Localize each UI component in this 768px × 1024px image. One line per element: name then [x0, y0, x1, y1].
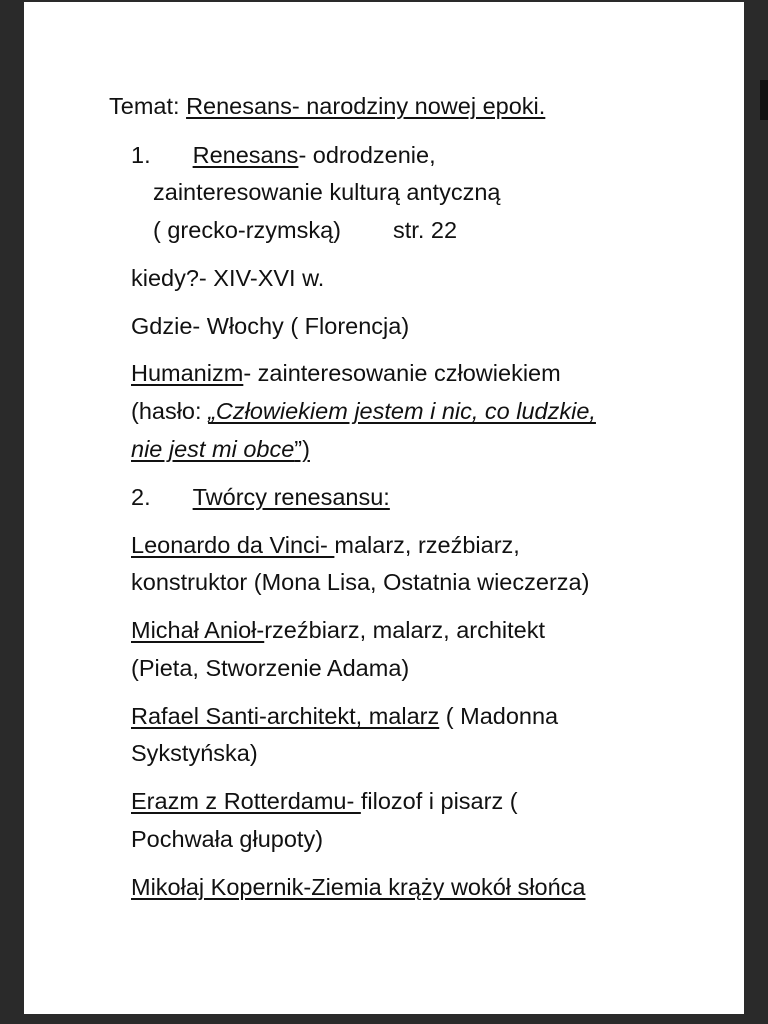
creator-leonardo-line-2: konstruktor (Mona Lisa, Ostatnia wieczerza) [131, 569, 590, 595]
item-1-line-1 [131, 140, 436, 170]
humanism-line-3 [131, 434, 310, 464]
creator-desc: ( Madonna [439, 703, 559, 729]
motto-quote-1: „Człowiekiem jestem i nic, co ludzkie, [208, 398, 596, 424]
where-line: Gdzie- Włochy ( Florencja) [131, 313, 410, 339]
item-1-term: Renesans [192, 142, 299, 168]
creator-michal-line-2: (Pieta, Stworzenie Adama) [131, 655, 410, 681]
item-1-number: 1. [131, 142, 151, 168]
creator-desc: filozof i pisarz ( [360, 788, 518, 814]
when-line: kiedy?- XIV-XVI w. [131, 265, 325, 291]
creator-erazm-line-1 [131, 786, 518, 816]
creator-kopernik-line [131, 872, 586, 902]
motto-close: ”) [294, 436, 310, 462]
item-1-rest: - odrodzenie, [298, 142, 436, 168]
creator-leonardo-line-1 [131, 530, 520, 560]
item-2-heading: Twórcy renesansu: [192, 484, 390, 510]
page-reference: str. 22 [393, 217, 458, 243]
item-2-number: 2. [131, 484, 151, 510]
lesson-title [109, 91, 545, 121]
creator-name: Mikołaj Kopernik-Ziemia krąży wokół słońca [131, 874, 586, 900]
creator-name: Erazm z Rotterdamu- [131, 788, 361, 814]
creator-michal-line-1 [131, 615, 545, 645]
humanism-line-2 [131, 396, 596, 426]
creator-desc: rzeźbiarz, malarz, architekt [264, 617, 546, 643]
creator-name: Michał Anioł- [131, 617, 265, 643]
creator-name: Leonardo da Vinci- [131, 532, 335, 558]
item-1-line-3-text: ( grecko-rzymską) [153, 217, 342, 243]
humanism-term: Humanizm [131, 360, 244, 386]
creator-erazm-line-2: Pochwała głupoty) [131, 826, 324, 852]
item-2-line [131, 482, 390, 512]
creator-name: Rafael Santi-architekt, malarz [131, 703, 440, 729]
humanism-line-1 [131, 358, 561, 388]
creator-desc: malarz, rzeźbiarz, [334, 532, 520, 558]
creator-rafael-line-1 [131, 701, 558, 731]
title-label: Temat: [109, 93, 187, 119]
creator-rafael-line-2: Sykstyńska) [131, 740, 258, 766]
item-1-line-2: zainteresowanie kulturą antyczną [153, 179, 501, 205]
title-value: Renesans- narodziny nowej epoki. [186, 93, 546, 119]
item-1-line-3 [153, 215, 457, 245]
humanism-rest: - zainteresowanie człowiekiem [243, 360, 561, 386]
scrollbar[interactable] [760, 80, 768, 120]
motto-quote-2: nie jest mi obce [131, 436, 295, 462]
motto-open: (hasło: [131, 398, 209, 424]
